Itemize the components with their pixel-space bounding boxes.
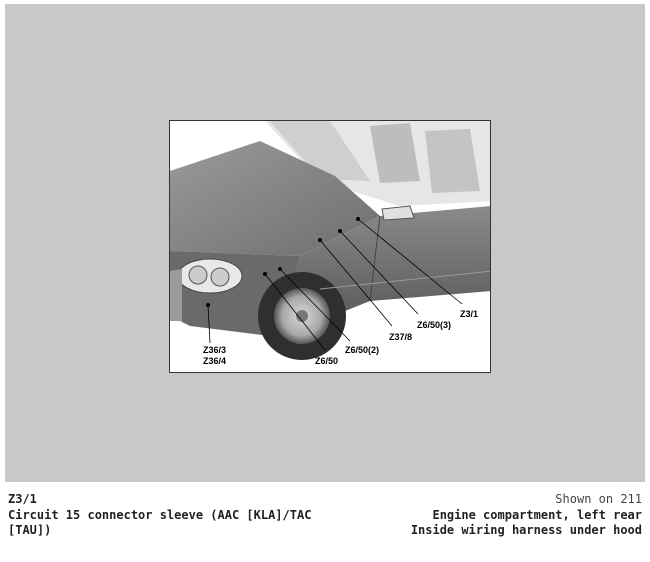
image-viewer: [5, 4, 645, 482]
location-line-2: Inside wiring harness under hood: [410, 523, 642, 537]
callout-z3-1: Z3/1: [460, 309, 479, 319]
component-code: Z3/1: [8, 492, 37, 506]
callout-z6-50-2: Z6/50(2): [345, 345, 380, 355]
callout-z37-8: Z37/8: [389, 332, 413, 342]
shown-on-label: Shown on 211: [555, 492, 642, 506]
callout-z36-3: Z36/3: [203, 345, 227, 355]
component-location-figure: [169, 120, 491, 373]
callout-z6-50-3: Z6/50(3): [417, 320, 452, 330]
caption-left: [8, 492, 348, 539]
caption-right: [342, 492, 642, 539]
callout-z6-50: Z6/50: [315, 356, 339, 366]
location-line-1: Engine compartment, left rear: [432, 507, 642, 522]
component-name: Circuit 15 connector sleeve (AAC [KLA]/TAC [TAU]): [8, 507, 312, 537]
callout-z36-4: Z36/4: [203, 356, 227, 366]
car-front-left-illustration-icon: [170, 121, 491, 373]
component-caption: [0, 490, 650, 562]
